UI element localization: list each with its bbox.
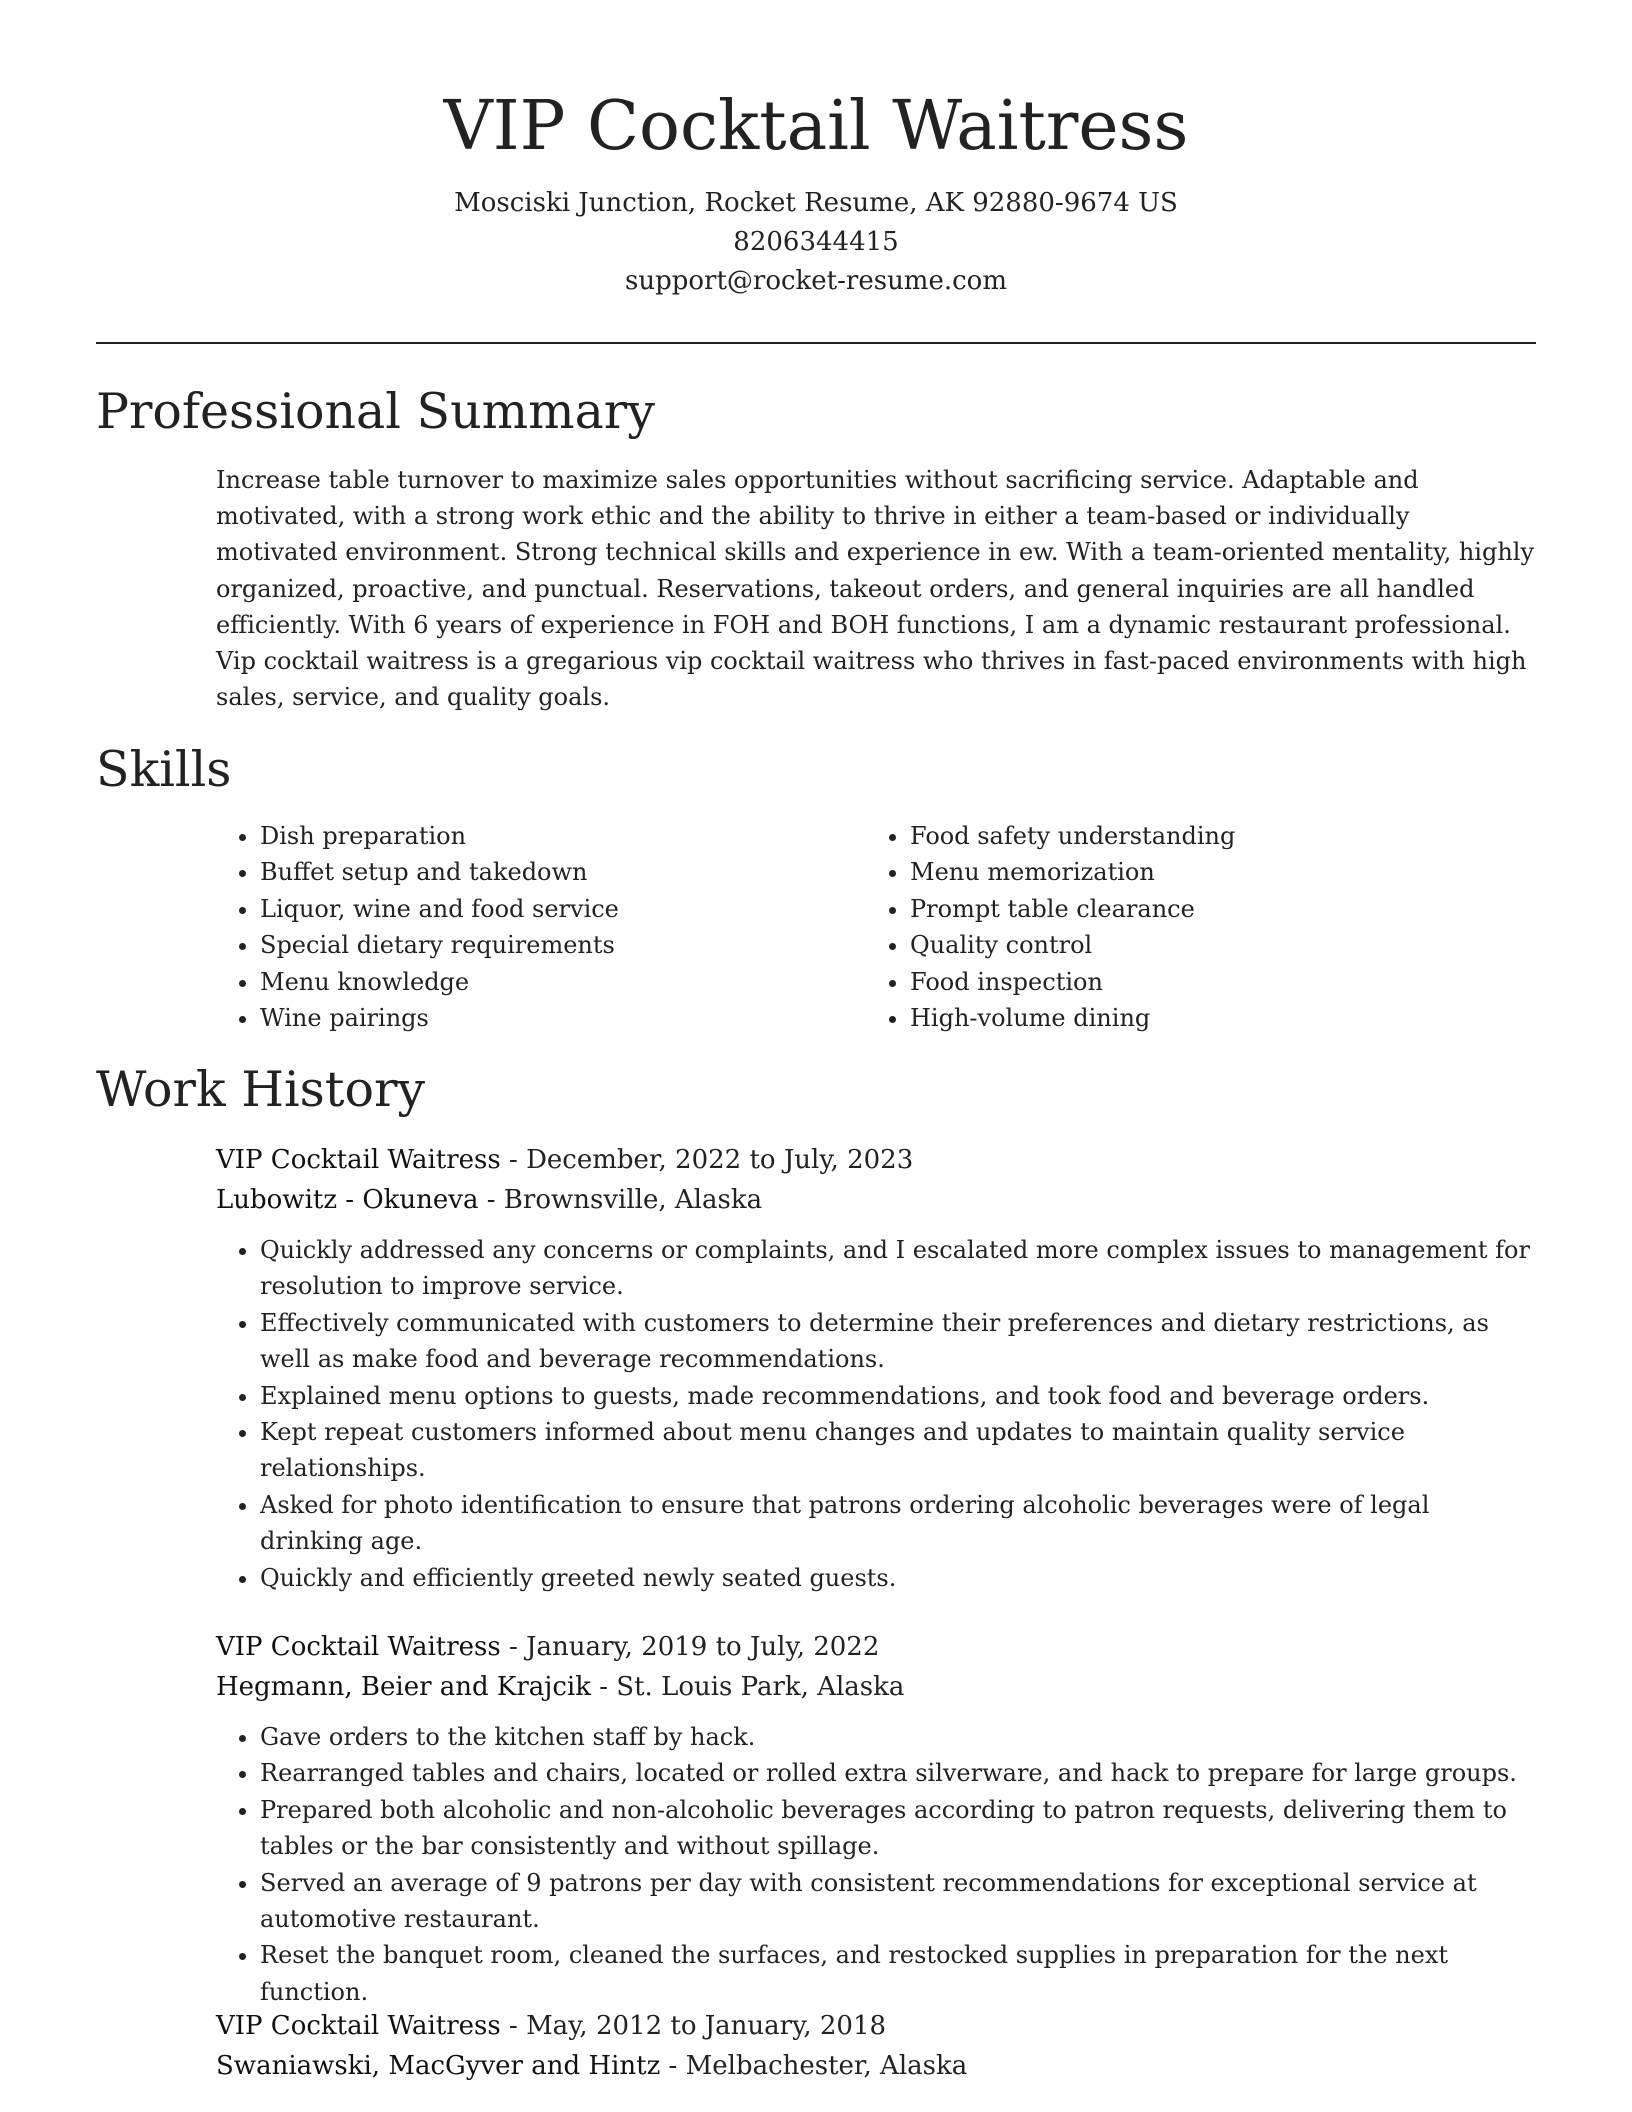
skill-item: • Dish preparation	[260, 818, 816, 854]
job-bullet: • Kept repeat customers informed about menu changes and updates to maintain quality service relationships.	[260, 1414, 1536, 1487]
skill-item: • Liquor, wine and food service	[260, 891, 816, 927]
job-dates: - January, 2019 to July, 2022	[500, 1632, 880, 1662]
job-entry	[216, 1140, 1536, 1596]
job-location: - St. Louis Park, Alaska	[590, 1672, 905, 1702]
summary-heading: Professional Summary	[96, 383, 655, 440]
contact-email: support@rocket-resume.com	[624, 266, 1007, 296]
job-company: Hegmann, Beier and Krajcik	[216, 1672, 591, 1702]
contact-address: Mosciski Junction, Rocket Resume, AK 92880-9674 US	[454, 188, 1178, 218]
job-bullet: • Quickly and efficiently greeted newly seated guests.	[260, 1560, 1536, 1596]
skills-list-right	[866, 818, 1466, 1036]
skill-item: • Wine pairings	[260, 1000, 816, 1036]
job-bullet: • Asked for photo identification to ensure that patrons ordering alcoholic beverages were of legal drinking age.	[260, 1487, 1536, 1560]
job-entry	[216, 2006, 1536, 2086]
skills-column-right	[866, 818, 1466, 1036]
skills-heading: Skills	[96, 741, 232, 798]
job-title-line	[216, 1627, 1536, 1667]
skill-item: • Food inspection	[910, 964, 1466, 1000]
skill-item: • Menu knowledge	[260, 964, 816, 1000]
work-history-heading: Work History	[96, 1061, 426, 1118]
contact-phone: 8206344415	[733, 227, 899, 257]
job-dates: - May, 2012 to January, 2018	[500, 2011, 887, 2041]
job-role: VIP Cocktail Waitress	[216, 1145, 501, 1175]
job-bullet: • Prepared both alcoholic and non-alcoholic beverages according to patron requests, delivering them to tables or the bar consistently and without spillage.	[260, 1792, 1536, 1865]
job-role: VIP Cocktail Waitress	[216, 2011, 501, 2041]
job-bullet: • Served an average of 9 patrons per day with consistent recommendations for exceptional service at automotive restaurant.	[260, 1865, 1536, 1938]
header-divider	[96, 342, 1536, 344]
summary-text: Increase table turnover to maximize sales opportunities without sacrificing service. Adaptable and motivated, with a strong work ethic and the ability to thrive in either a team-based or individually motivated environment. Strong technical skills and experience in ew. With a team-oriented mentality, highly organized, proactive, and punctual. Reservations, takeout orders, and general inquiries are all handled efficiently. With 6 years of experience in FOH and BOH functions, I am a dynamic restaurant professional. Vip cocktail waitress is a gregarious vip cocktail waitress who thrives in fast-paced environments with high sales, service, and quality goals.	[216, 466, 1535, 712]
resume-header	[0, 82, 1632, 301]
job-title-line	[216, 1140, 1536, 1180]
job-bullets	[216, 1719, 1536, 2010]
job-location: - Melbachester, Alaska	[660, 2051, 968, 2081]
job-bullet: • Explained menu options to guests, made recommendations, and took food and beverage orders.	[260, 1378, 1536, 1414]
candidate-name: VIP Cocktail Waitress	[443, 87, 1189, 166]
skills-column-left	[216, 818, 816, 1036]
job-title-line	[216, 2006, 1536, 2046]
job-company: Lubowitz - Okuneva	[216, 1185, 479, 1215]
job-dates: - December, 2022 to July, 2023	[500, 1145, 914, 1175]
skill-item: • High-volume dining	[910, 1000, 1466, 1036]
job-bullet: • Gave orders to the kitchen staff by hack.	[260, 1719, 1536, 1755]
job-company-line	[216, 1667, 1536, 1707]
job-company: Swaniawski, MacGyver and Hintz	[216, 2051, 661, 2081]
job-entry	[216, 1627, 1536, 2010]
job-company-line	[216, 2046, 1536, 2086]
skill-item: • Menu memorization	[910, 854, 1466, 890]
job-location: - Brownsville, Alaska	[478, 1185, 763, 1215]
job-role: VIP Cocktail Waitress	[216, 1632, 501, 1662]
contact-info	[0, 184, 1632, 301]
skill-item: • Quality control	[910, 927, 1466, 963]
job-bullets	[216, 1232, 1536, 1596]
job-bullet: • Effectively communicated with customers to determine their preferences and dietary restrictions, as well as make food and beverage recommendations.	[260, 1305, 1536, 1378]
skill-item: • Buffet setup and takedown	[260, 854, 816, 890]
skill-item: • Prompt table clearance	[910, 891, 1466, 927]
skill-item: • Special dietary requirements	[260, 927, 816, 963]
job-bullet: • Reset the banquet room, cleaned the surfaces, and restocked supplies in preparation for the next function.	[260, 1937, 1536, 2010]
skill-item: • Food safety understanding	[910, 818, 1466, 854]
job-bullet: • Rearranged tables and chairs, located or rolled extra silverware, and hack to prepare for large groups.	[260, 1755, 1536, 1791]
skills-list-left	[216, 818, 816, 1036]
job-bullet: • Quickly addressed any concerns or complaints, and I escalated more complex issues to management for resolution to improve service.	[260, 1232, 1536, 1305]
job-company-line	[216, 1180, 1536, 1220]
